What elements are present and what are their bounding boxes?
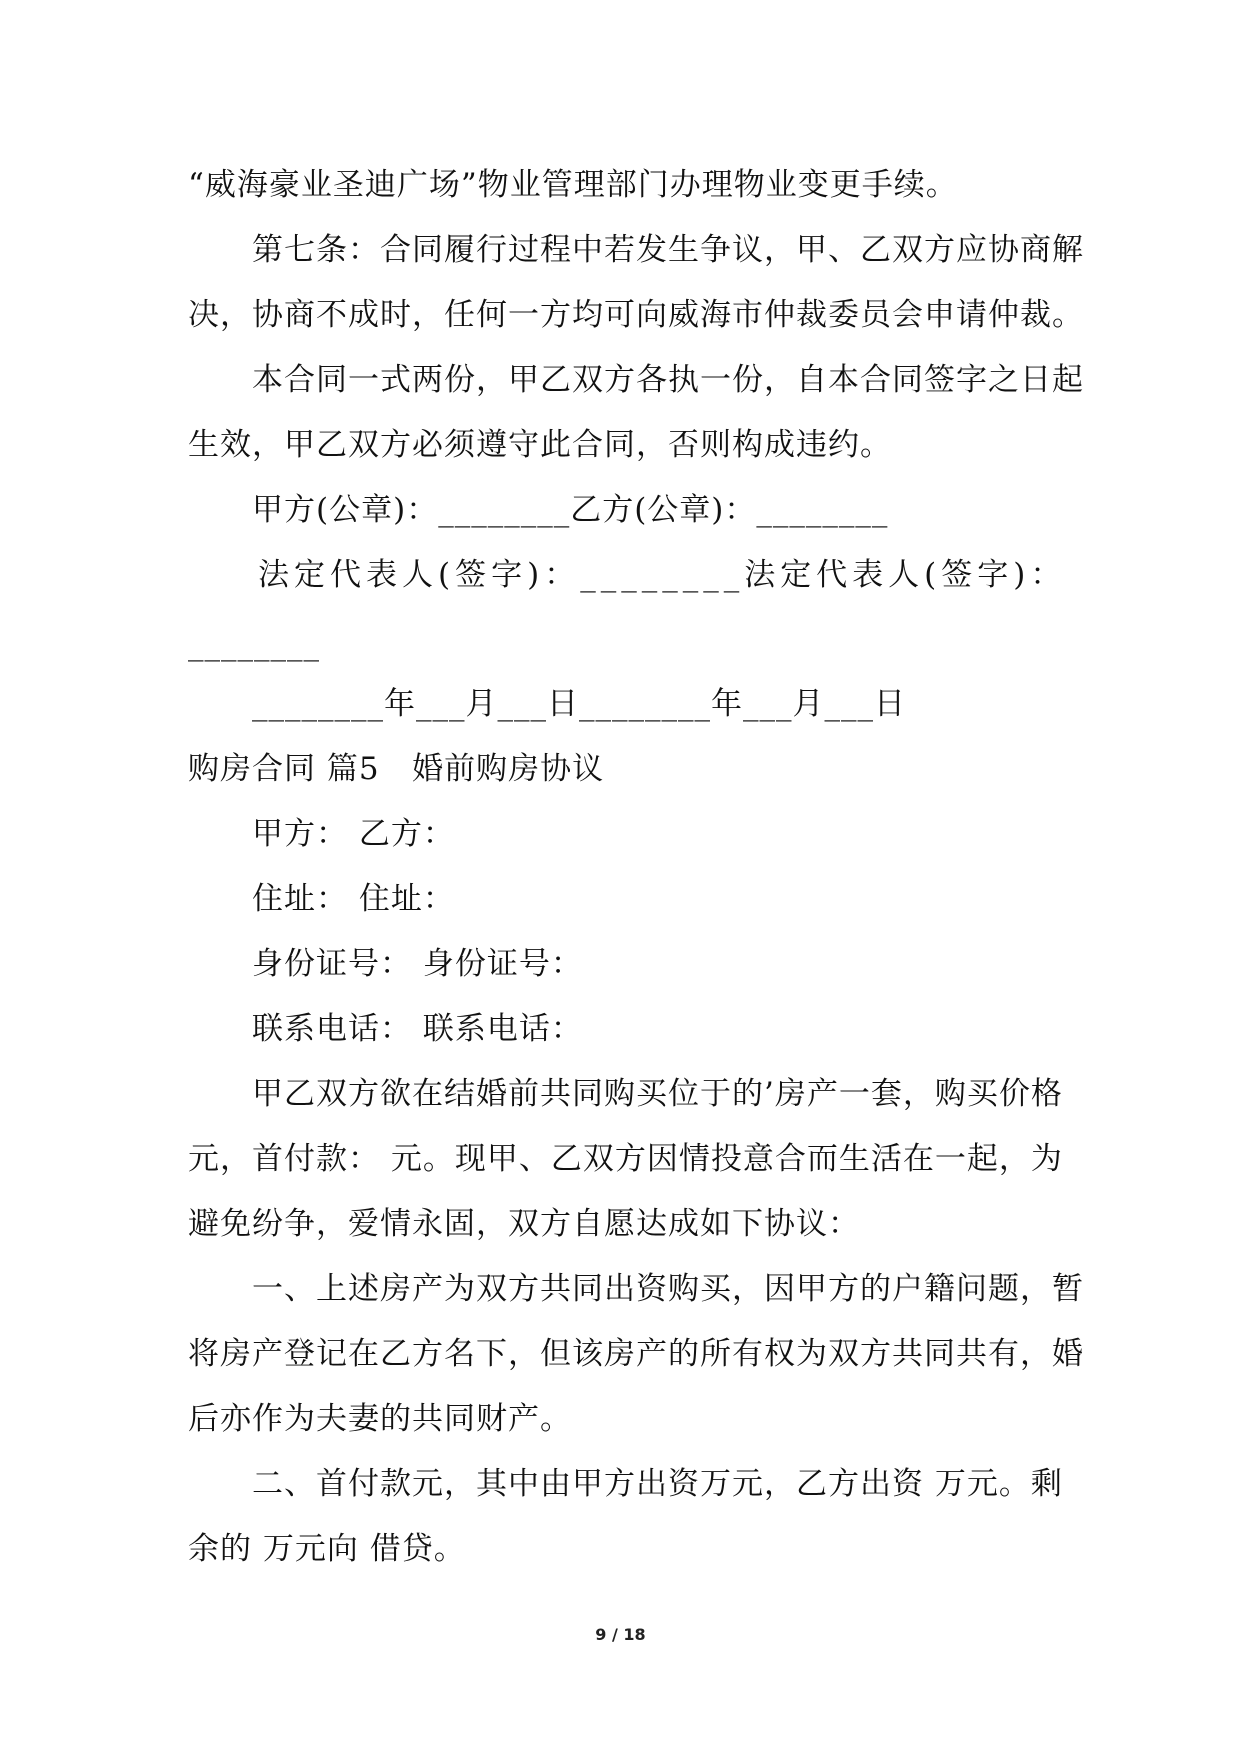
paragraph-line: 第七条：合同履行过程中若发生争议，甲、乙双方应协商解 [252,232,1084,268]
paragraph-line: 避免纷争，爱情永固，双方自愿达成如下协议： [188,1206,860,1242]
page-number: 9 / 18 [595,1625,646,1644]
party-names: 甲方： 乙方： [252,816,455,852]
signature-line-seal: 甲方(公章)：________乙方(公章)：________ [252,492,889,528]
paragraph-line: 一、上述房产为双方共同出资购买，因甲方的户籍问题，暂 [252,1271,1084,1307]
paragraph-line: 余的 万元向 借贷。 [188,1531,466,1567]
paragraph-line: 决，协商不成时，任何一方均可向威海市仲裁委员会申请仲裁。 [188,297,1084,333]
paragraph-line: 本合同一式两份，甲乙双方各执一份，自本合同签字之日起 [252,362,1084,398]
paragraph-line: 后亦作为夫妻的共同财产。 [188,1401,572,1437]
paragraph-line: 将房产登记在乙方名下，但该房产的所有权为双方共同共有，婚 [188,1336,1084,1372]
paragraph-line: “威海豪业圣迪广场”物业管理部门办理物业变更手续。 [188,167,958,203]
paragraph-line: 二、首付款元，其中由甲方出资万元，乙方出资 万元。剩 [252,1466,1063,1502]
party-id-numbers: 身份证号： 身份证号： [252,946,583,982]
paragraph-line: 生效，甲乙双方必须遵守此合同，否则构成违约。 [188,427,892,463]
party-addresses: 住址： 住址： [252,881,455,917]
paragraph-line: 甲乙双方欲在结婚前共同购买位于的’房产一套，购买价格 [252,1076,1063,1112]
section-heading: 购房合同 篇5 婚前购房协议 [188,751,605,787]
party-phones: 联系电话： 联系电话： [252,1011,583,1047]
date-line: ________年___月___日________年___月___日 [252,686,906,722]
paragraph-line: 元，首付款： 元。现甲、乙双方因情投意合而生活在一起，为 [188,1141,1063,1177]
signature-blank: ________ [188,626,320,662]
signature-line-representative: 法定代表人(签字)：________法定代表人(签字)： [258,557,1067,593]
